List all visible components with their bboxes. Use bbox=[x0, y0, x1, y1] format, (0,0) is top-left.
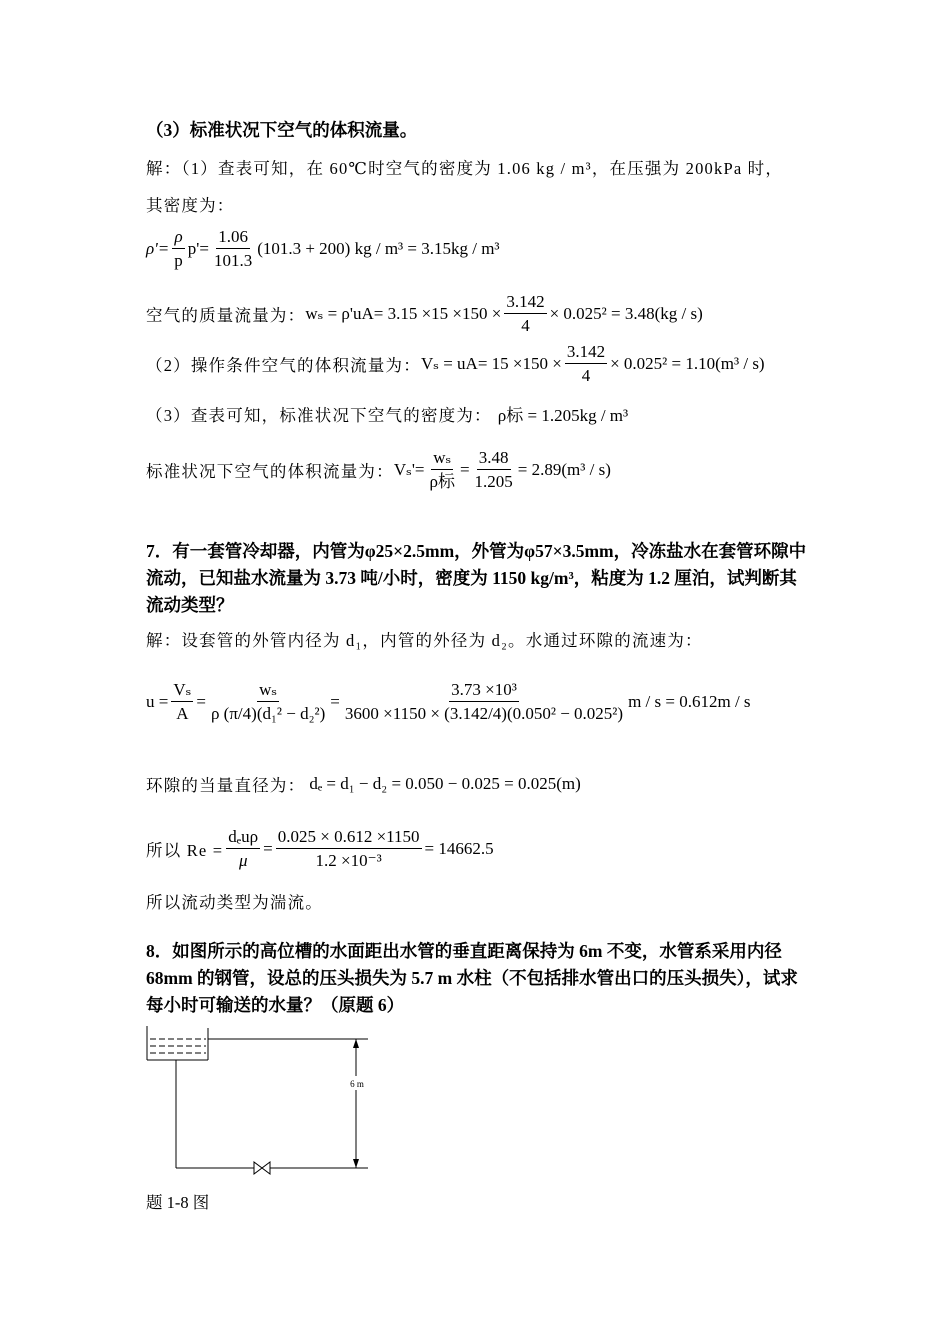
velocity-fraction-3: $\frac{\text{3.73 ×10³}}{\text{3600 ×1150 × (3.142/4)(0.050² − 0.025²)}}$ bbox=[344, 680, 624, 723]
standard-density-line bbox=[146, 401, 628, 426]
solution-line-2: 其密度为： bbox=[146, 196, 235, 215]
density-equation: ρ'= $\frac{\rho}{p}$ p'= $\frac{1.06}{101.3}$ (101.3 + 200) kg / m³ = 3.15kg / m³ bbox=[146, 227, 500, 270]
dimension-label: 6 m bbox=[350, 1079, 364, 1089]
part3-heading: （3）标准状况下空气的体积流量。 bbox=[146, 120, 418, 140]
tank-pipe-diagram bbox=[140, 1018, 380, 1178]
flow-type-conclusion: 所以流动类型为湍流。 bbox=[146, 893, 323, 912]
equivalent-diameter-line bbox=[146, 772, 581, 796]
standard-density-label: （3）查表可知，标准状况下空气的密度为： bbox=[146, 405, 492, 425]
dimension-arrow-bottom bbox=[353, 1159, 359, 1168]
velocity-fraction-2: $\frac{\text{wₛ}}{\text{ρ (π/4)(d₁² − d₂²)}}$ bbox=[210, 680, 326, 723]
question-8: 8．如图所示的高位槽的水面距出水管的垂直距离保持为 6m 不变，水管系采用内径 68mm 的钢管，设总的压头损失为 5.7 m 水柱（不包括排水管出口的压头损失），试求每小时可输送的水量？（原题 6） bbox=[146, 941, 798, 1015]
valve-icon bbox=[254, 1162, 262, 1174]
question-7-solution-line: 解：设套管的外管内径为 d₁，内管的外径为 d₂。水通过环隙的流速为： bbox=[146, 631, 703, 650]
mass-flow-equation: 空气的质量流量为： wₛ = ρ'uA= 3.15 ×15 ×150 × $\frac{3.142}{4}$ × 0.025² = 3.48(kg / s) bbox=[146, 292, 703, 335]
dimension-arrow-top bbox=[353, 1039, 359, 1048]
density-lhs: ρ'= bbox=[146, 238, 170, 258]
density-fraction-1: $\frac{\rho}{p}$ bbox=[174, 227, 183, 270]
mass-flow-label: 空气的质量流量为： bbox=[146, 305, 306, 325]
reynolds-fraction-2: $\frac{0.025 \times 0.612 \times 1150}{\text{1.2 ×10⁻³}}$ bbox=[277, 827, 420, 870]
equivalent-diameter-equation: dₑ = d₁ − d₂ = 0.050 − 0.025 = 0.025(m) bbox=[309, 774, 581, 793]
volume-flow-equation: （2）操作条件空气的体积流量为： Vₛ = uA= 15 ×150 × $\frac{3.142}{4}$ × 0.025² = 1.10(m³ / s) bbox=[146, 342, 765, 385]
standard-volume-fraction-1: $\frac{\text{wₛ}}{\text{ρ标}}$ bbox=[429, 448, 455, 491]
equivalent-diameter-label: 环隙的当量直径为： bbox=[146, 776, 306, 795]
valve-icon-right bbox=[262, 1162, 270, 1174]
standard-density-equation: ρ标 = 1.205kg / m³ bbox=[497, 406, 629, 425]
reynolds-equation: 所以 Re = $\frac{\text{dₑuρ}}{\mu}$ = $\frac{0.025 \times 0.612 \times 1150}{\text{1.2 ×10⁻³}}$ = 14662.5 bbox=[146, 827, 494, 870]
standard-volume-equation: 标准状况下空气的体积流量为： Vₛ'= $\frac{\text{wₛ}}{\text{ρ标}}$ = $\frac{3.48}{1.205}$ = 2.89(m³ / s) bbox=[146, 448, 611, 491]
standard-volume-label: 标准状况下空气的体积流量为： bbox=[146, 461, 394, 481]
velocity-equation: u = $\frac{\text{Vₛ}}{A}$ = $\frac{\text{wₛ}}{\text{ρ (π/4)(d₁² − d₂²)}}$ = $\frac{\text{3.73 ×10³}}{\text{3600 ×1150 × (3.142/4)(0.050² − 0.025²)}}$ m / s = 0.612m / s bbox=[146, 680, 751, 723]
figure-caption: 题 1-8 图 bbox=[146, 1193, 210, 1212]
velocity-fraction-1: $\frac{\text{Vₛ}}{A}$ bbox=[173, 680, 192, 723]
reynolds-fraction-1: $\frac{\text{dₑuρ}}{\mu}$ bbox=[228, 827, 259, 870]
solution-line-1: 解：（1）查表可知，在 60℃时空气的密度为 1.06 kg / m³，在压强为 200kPa 时， bbox=[146, 159, 784, 178]
density-fraction-2: $\frac{1.06}{101.3}$ bbox=[213, 227, 253, 270]
volume-flow-fraction: $\frac{3.142}{4}$ bbox=[566, 342, 606, 385]
mass-flow-fraction: $\frac{3.142}{4}$ bbox=[506, 292, 545, 335]
density-rest: (101.3 + 200) kg / m³ = 3.15kg / m³ bbox=[257, 238, 500, 258]
question-7: 7．有一套管冷却器，内管为φ25×2.5mm，外管为φ57×3.5mm，冷冻盐水在套管环隙中流动，已知盐水流量为 3.73 吨/小时，密度为 1150 kg/m³，粘度为 1.2 厘泊，试判断其流动类型？ bbox=[146, 541, 807, 615]
volume-flow-label: （2）操作条件空气的体积流量为： bbox=[146, 355, 421, 375]
standard-volume-fraction-2: $\frac{3.48}{1.205}$ bbox=[474, 448, 513, 491]
